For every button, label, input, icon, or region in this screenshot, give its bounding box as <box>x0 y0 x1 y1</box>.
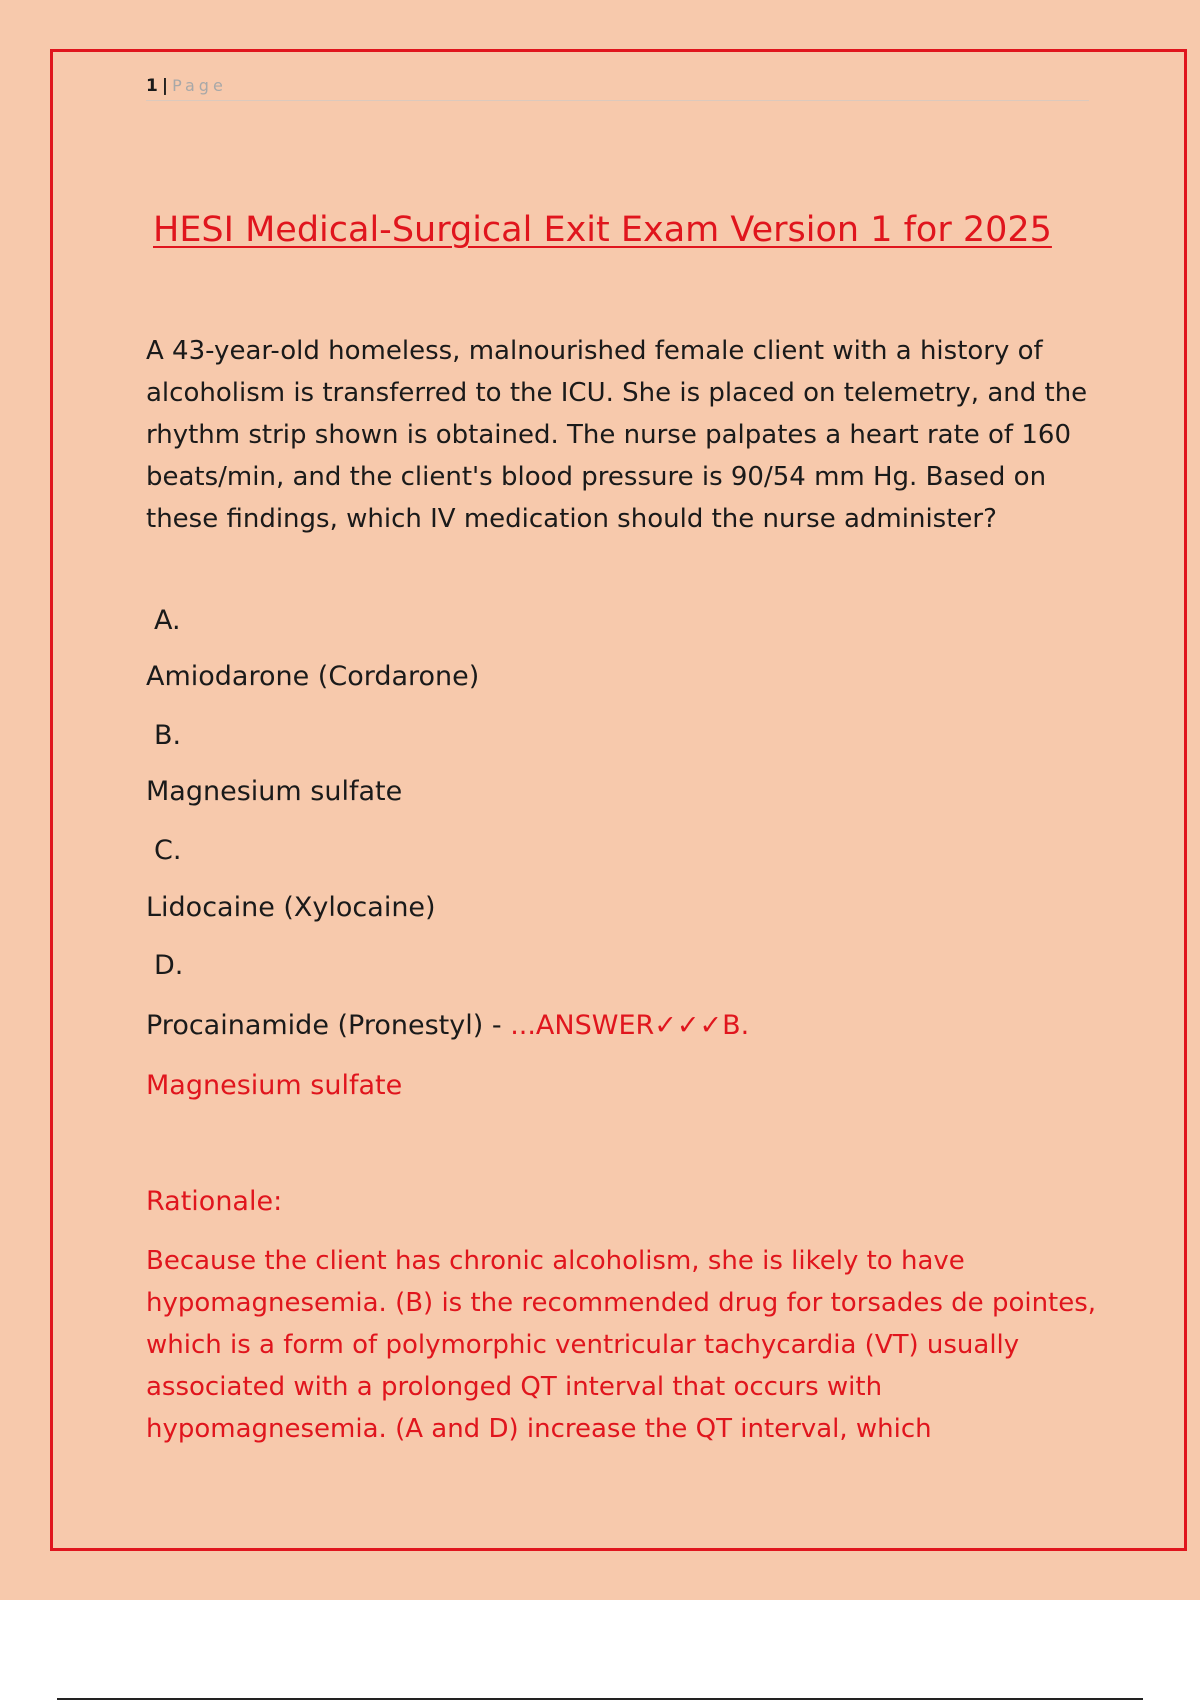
option-c-letter: C. <box>154 835 182 866</box>
option-a-letter: A. <box>154 605 181 636</box>
page-word: Page <box>172 76 227 95</box>
rationale-body: Because the client has chronic alcoholism, she is likely to have hypomagnesemia. (B) is the recommended drug for torsades de pointes, which is a form of polymorphic ventricular tachycardia (VT) usually associated with a prolonged QT interval that occurs with hypomagnesemia. (A and D) increase the QT interval, which <box>146 1246 1097 1444</box>
option-b-text: Magnesium sulfate <box>146 776 403 807</box>
answer-text: Magnesium sulfate <box>146 1070 403 1101</box>
header-separator: | <box>161 76 169 96</box>
page-header <box>146 74 1089 101</box>
rationale-heading: Rationale: <box>146 1186 283 1217</box>
option-d-text: Procainamide (Pronestyl) - <box>146 1010 511 1041</box>
answer-marker: ...ANSWER✓✓✓B. <box>510 1010 750 1041</box>
document-title: HESI Medical-Surgical Exit Exam Version 1 for 2025 <box>153 210 1052 250</box>
option-a-text: Amiodarone (Cordarone) <box>146 661 480 692</box>
option-d-letter: D. <box>154 950 184 981</box>
option-d-line <box>146 1008 749 1044</box>
option-b-letter: B. <box>154 720 182 751</box>
option-c-text: Lidocaine (Xylocaine) <box>146 892 436 923</box>
page-number: 1 <box>146 76 158 96</box>
question-text: A 43-year-old homeless, malnourished female client with a history of alcoholism is transferred to the ICU. She is placed on telemetry, and the rhythm strip shown is obtained. The nurse palpates a heart rate of 160 beats/min, and the client's blood pressure is 90/54 mm Hg. Based on these findings, which IV medication should the nurse administer? <box>146 336 1088 534</box>
